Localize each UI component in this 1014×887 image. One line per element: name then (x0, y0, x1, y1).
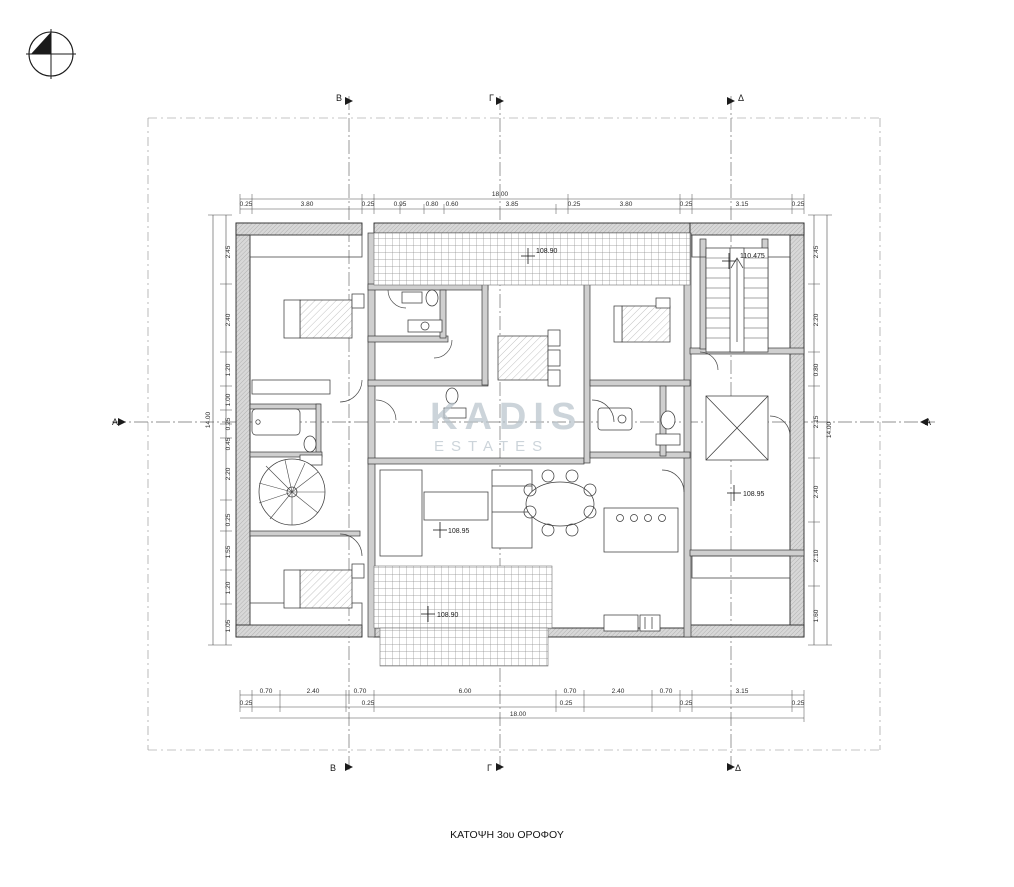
dim-bottom-l-5: 0.25 (791, 700, 805, 707)
dim-top-9: 3.80 (619, 201, 633, 208)
axis-label-d-bottom: Δ (735, 763, 742, 773)
level-value-1: 110.475 (740, 253, 765, 260)
dim-left-1: 2.45 (225, 245, 232, 259)
level-value-2: 108.95 (448, 528, 470, 535)
dim-bottom-l-1: 0.25 (239, 700, 253, 707)
dim-bottom-7: 0.70 (659, 688, 673, 695)
level-value-4: 108.90 (437, 612, 459, 619)
dim-right-6: 2.10 (813, 549, 820, 563)
dim-bottom-l-2: 0.25 (361, 700, 375, 707)
dim-left-10: 1.20 (225, 581, 232, 595)
dim-top-2: 3.80 (300, 201, 314, 208)
dim-bottom-2: 2.40 (306, 688, 320, 695)
dim-left-total: 14.00 (205, 411, 212, 429)
watermark-brand: KADIS (430, 396, 584, 438)
north-arrow-compass-icon (26, 29, 76, 79)
axis-label-a-left: Α (112, 417, 119, 427)
dim-top-5: 0.80 (425, 201, 439, 208)
axis-label-b-bottom: Β (330, 763, 337, 773)
axis-label-a-right: Α (925, 417, 932, 427)
dim-right-1: 2.45 (813, 245, 820, 259)
dim-bottom-3: 0.70 (353, 688, 367, 695)
level-value-0: 108.90 (536, 248, 558, 255)
dim-top-6: 0.60 (445, 201, 459, 208)
dim-left-3: 1.20 (225, 363, 232, 377)
axis-label-d-top: Δ (738, 93, 745, 103)
axis-label-g-top: Γ (489, 93, 494, 103)
axis-lines (112, 96, 935, 772)
dim-top-3: 0.25 (361, 201, 375, 208)
dim-top-11: 3.15 (735, 201, 749, 208)
dim-right-4: 2.15 (813, 415, 820, 429)
dim-top-8: 0.25 (567, 201, 581, 208)
dim-right-2: 2.20 (813, 313, 820, 327)
dim-bottom-total: 18.00 (509, 711, 527, 718)
dim-left-5: 0.25 (225, 417, 232, 431)
dim-top-4: 0.95 (393, 201, 407, 208)
dim-left-9: 1.55 (225, 545, 232, 559)
dim-left-8: 0.25 (225, 513, 232, 527)
page-title: ΚΑΤΟΨΗ 3ου ΟΡΟΦΟΥ (450, 829, 564, 841)
dim-bottom-l-3: 0.25 (559, 700, 573, 707)
dim-top-total: 18.00 (491, 191, 509, 198)
dim-bottom-6: 2.40 (611, 688, 625, 695)
dim-left-2: 2.40 (225, 313, 232, 327)
dim-right-7: 1.60 (813, 609, 820, 623)
dim-left-11: 1.05 (225, 619, 232, 633)
dim-left-7: 2.20 (225, 467, 232, 481)
dim-top-12: 0.25 (791, 201, 805, 208)
dim-right-3: 0.80 (813, 363, 820, 377)
dim-bottom-1: 0.70 (259, 688, 273, 695)
dim-top-1: 0.25 (239, 201, 253, 208)
dim-right-5: 2.40 (813, 485, 820, 499)
dim-bottom-4: 6.00 (458, 688, 472, 695)
dim-left-6: 0.45 (225, 437, 232, 451)
dimension-lines-top (240, 194, 804, 214)
dim-left-4: 1.00 (225, 393, 232, 407)
dim-bottom-8: 3.15 (735, 688, 749, 695)
dim-right-total: 14.00 (826, 421, 833, 439)
dim-top-7: 3.85 (505, 201, 519, 208)
level-value-3: 108.95 (743, 491, 765, 498)
dim-top-10: 0.25 (679, 201, 693, 208)
watermark-subtitle: ESTATES (434, 438, 550, 455)
dim-bottom-5: 0.70 (563, 688, 577, 695)
axis-label-b-top: Β (336, 93, 343, 103)
axis-label-g-bottom: Γ (487, 763, 492, 773)
dim-bottom-l-4: 0.25 (679, 700, 693, 707)
